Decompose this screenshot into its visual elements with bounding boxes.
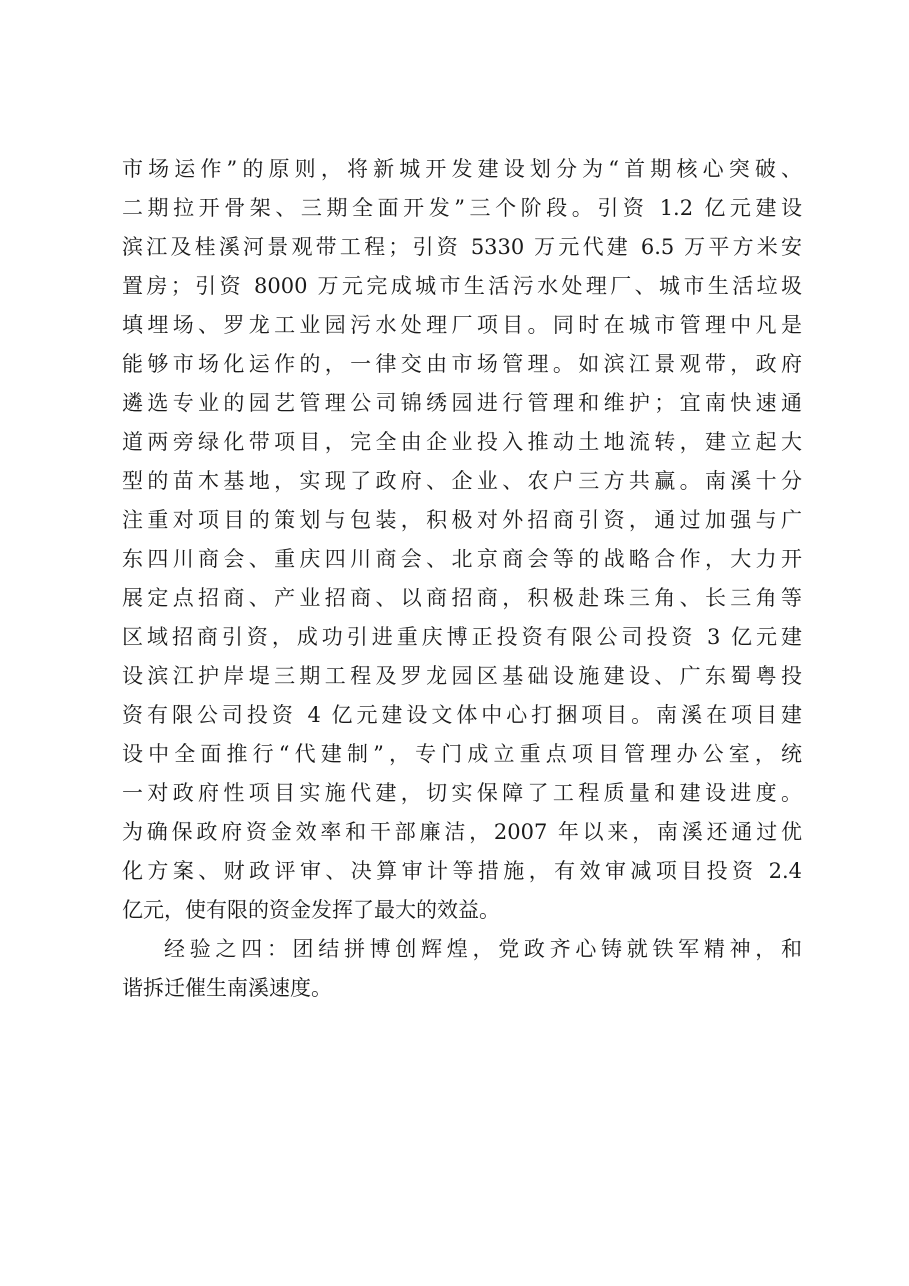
text-line: 设中全面推行“代建制”，专门成立重点项目管理办公室，统 [122, 742, 802, 766]
text-line: 市场运作”的原则，将新城开发建设划分为“首期核心突破、 [122, 157, 802, 181]
text-line: 型的苗木基地，实现了政府、企业、农户三方共赢。南溪十分 [122, 469, 802, 493]
text-line: 资有限公司投资 4 亿元建设文体中心打捆项目。南溪在项目建 [122, 703, 802, 727]
text-line: 滨江及桂溪河景观带工程；引资 5330 万元代建 6.5 万平方米安 [122, 235, 802, 259]
body-text [122, 150, 802, 1008]
text-line: 设滨江护岸堤三期工程及罗龙园区基础设施建设、广东蜀粤投 [122, 664, 802, 688]
text-line: 能够市场化运作的，一律交由市场管理。如滨江景观带，政府 [122, 352, 802, 376]
text-line: 为确保政府资金效率和干部廉洁，2007 年以来，南溪还通过优 [122, 820, 802, 844]
paragraph-2 [122, 930, 802, 1008]
text-line: 化方案、财政评审、决算审计等措施，有效审减项目投资 2.4 [122, 859, 802, 883]
text-line: 注重对项目的策划与包装，积极对外招商引资，通过加强与广 [122, 508, 802, 532]
text-line: 经验之四：团结拼博创辉煌，党政齐心铸就铁军精神，和 [164, 937, 802, 961]
text-line: 二期拉开骨架、三期全面开发”三个阶段。引资 1.2 亿元建设 [122, 196, 802, 220]
paragraph-1 [122, 150, 802, 930]
text-line: 填埋场、罗龙工业园污水处理厂项目。同时在城市管理中凡是 [122, 313, 802, 337]
text-line: 东四川商会、重庆四川商会、北京商会等的战略合作，大力开 [122, 547, 802, 571]
text-line: 亿元，使有限的资金发挥了最大的效益。 [122, 898, 500, 922]
text-line: 一对政府性项目实施代建，切实保障了工程质量和建设进度。 [122, 781, 802, 805]
text-line: 道两旁绿化带项目，完全由企业投入推动土地流转，建立起大 [122, 430, 802, 454]
text-line: 遴选专业的园艺管理公司锦绣园进行管理和维护；宜南快速通 [122, 391, 802, 415]
text-line: 展定点招商、产业招商、以商招商，积极赴珠三角、长三角等 [122, 586, 802, 610]
text-line: 谐拆迁催生南溪速度。 [122, 976, 332, 1000]
text-line: 置房；引资 8000 万元完成城市生活污水处理厂、城市生活垃圾 [122, 274, 802, 298]
text-line: 区域招商引资，成功引进重庆博正投资有限公司投资 3 亿元建 [122, 625, 802, 649]
